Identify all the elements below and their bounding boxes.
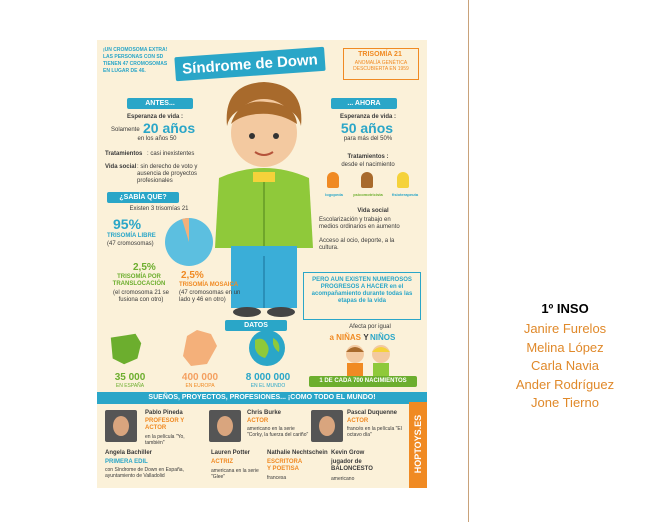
affects-boys: NIÑOS (370, 333, 396, 342)
therapist-icon (327, 172, 339, 188)
therapist-icons (323, 172, 423, 200)
trisomy-title: TRISOMÍA 21 (358, 51, 402, 58)
did-you-know-label: ¿SABÍA QUE? (107, 192, 179, 203)
class-heading: 1º INSO (541, 301, 589, 316)
person-name: Pablo Pineda (145, 410, 183, 416)
dreams-banner: SUEÑOS, PROYECTOS, PROFESIONES... ¡COMO TODO EL MUNDO! (97, 392, 427, 404)
free-note: (47 cromosomas) (107, 241, 154, 247)
now-life-label: Esperanza de vida : (339, 114, 397, 120)
mosaic-pct: 2,5% (181, 270, 204, 281)
translocation-note: (el cromosoma 21 se fusiona con otro) (112, 290, 170, 303)
data-label: DATOS (225, 320, 287, 331)
stat-label: EN EL MUNDO (250, 383, 286, 389)
now-treatments-label: Tratamientos : (347, 154, 389, 160)
person-role: ACTOR (247, 418, 269, 424)
mosaic-label: TRISOMÍA MOSAICA (179, 282, 239, 288)
student-name: Melina López (526, 339, 604, 355)
trisomy-intro: Existen 3 trisomías 21 (129, 206, 189, 212)
now-social-label: Vida social (357, 208, 389, 214)
progress-text: PERO AUN EXISTEN NUMEROSOS PROGRESOS A HACER en el acompañamiento durante todas las etapas de la vida (311, 277, 413, 304)
free-label: TRISOMÍA LIBRE (107, 233, 156, 239)
mosaic-note: (47 cromosomas en un lado y 46 en otro) (179, 290, 241, 303)
before-social-label: Vida social (105, 164, 137, 170)
stat-value: 400 000 (181, 372, 219, 383)
ratio-badge: 1 DE CADA 700 NACIMIENTOS (309, 376, 417, 387)
now-treatments-value: desde el nacimiento (341, 162, 395, 168)
person-name: Chris Burke (247, 410, 282, 416)
globe-icon (247, 328, 287, 368)
person-photo (311, 410, 343, 442)
person-detail: americana en la serie "Glee" (211, 468, 259, 480)
trisomy-pie-chart (163, 216, 215, 268)
therapist-label: fisioterapeuta (391, 192, 419, 197)
before-social-value: : sin derecho de voto y ausencia de proyectos profesionales (137, 164, 198, 184)
children-illustration (333, 342, 403, 376)
translocation-pct: 2,5% (133, 262, 156, 273)
stat-value: 35 000 (114, 372, 146, 383)
free-pct: 95% (113, 216, 142, 232)
therapist-icon (397, 172, 409, 188)
before-life-label: Esperanza de vida : (126, 114, 184, 120)
before-life-value: 20 años (143, 120, 196, 136)
person-photo (209, 410, 241, 442)
translocation-label: TRISOMÍA POR TRANSLOCACIÓN (112, 274, 166, 287)
credits (490, 300, 640, 413)
before-treatments-label: Tratamientos (105, 151, 143, 157)
person-detail: americano en la serie "Corky, la fuerza del cariño" (247, 426, 309, 438)
person-role: PROFESOR Y ACTOR (145, 418, 185, 431)
person-name: Kevin Grow (331, 450, 365, 456)
now-life-value: 50 años (340, 120, 394, 136)
student-name: Ander Rodríguez (515, 376, 615, 392)
europe-map-icon (177, 326, 221, 370)
now-social-item: Acceso al ocio, deporte, a la cultura. (319, 238, 395, 251)
person-detail: en la película "Yo, también" (145, 434, 185, 446)
now-life-note: para más del 50% (343, 136, 393, 142)
now-label: ... AHORA (331, 98, 397, 109)
affects-and: Y (363, 333, 369, 342)
person-role: ACTRIZ (211, 459, 233, 465)
before-label: ANTES... (127, 98, 193, 109)
person-role: ESCRITORA Y POETISA (267, 459, 303, 472)
page-divider (468, 0, 469, 522)
person-role: ACTOR (347, 418, 369, 424)
person-photo (105, 410, 137, 442)
now-social-item: Escolarización y trabajo en medios ordinarios en aumento (319, 217, 400, 230)
student-name: Jone Tierno (531, 395, 599, 410)
person-detail: francesa (267, 475, 287, 481)
person-detail: francés en la película "El octavo día" (347, 426, 402, 438)
before-treatments-value: : casi inexistentes (147, 151, 195, 157)
person-role: PRIMERA EDIL (105, 459, 148, 465)
student-name: Carla Navia (531, 358, 599, 373)
student-name: Janire Furelos (523, 321, 607, 336)
page-title: Síndrome de Down (181, 51, 319, 78)
person-name: Lauren Potter (211, 450, 251, 456)
person-name: Nathalie Nechtschein (267, 450, 328, 456)
therapist-label: logopeda (325, 192, 343, 197)
person-role: jugador de BALONCESTO (331, 459, 373, 472)
therapist-label: psicomotricista (353, 192, 383, 197)
person-detail: con Síndrome de Down en España, ayuntamiento de Valladolid (105, 467, 184, 479)
spain-map-icon (107, 330, 145, 368)
person-name: Angela Bachiller (105, 450, 153, 456)
infographic (97, 40, 427, 488)
person-detail: americano (331, 476, 355, 482)
before-life-note: en los años 50 (137, 136, 177, 142)
person-name: Pascal Duquenne (347, 410, 398, 416)
affects-girls: a NIÑAS (329, 333, 361, 342)
trisomy-text: ANOMALÍA GENÉTICA DESCUBIERTA EN 1959 (353, 60, 409, 72)
brand-logo: HOPTOYS.ES (413, 414, 423, 474)
stat-label: EN EUROPA (185, 383, 215, 389)
stat-label: EN ESPAÑA (115, 383, 145, 389)
extra-chromosome-note: ¡UN CROMOSOMA EXTRA! LAS PERSONAS CON SD TIENEN 47 CROMOSOMAS EN LUGAR DE 46. (103, 47, 168, 74)
affects-text: Afecta por igual (349, 324, 391, 330)
therapist-icon (361, 172, 373, 188)
before-life-prefix: Solamente (111, 127, 140, 133)
stat-value: 8 000 000 (245, 372, 291, 383)
